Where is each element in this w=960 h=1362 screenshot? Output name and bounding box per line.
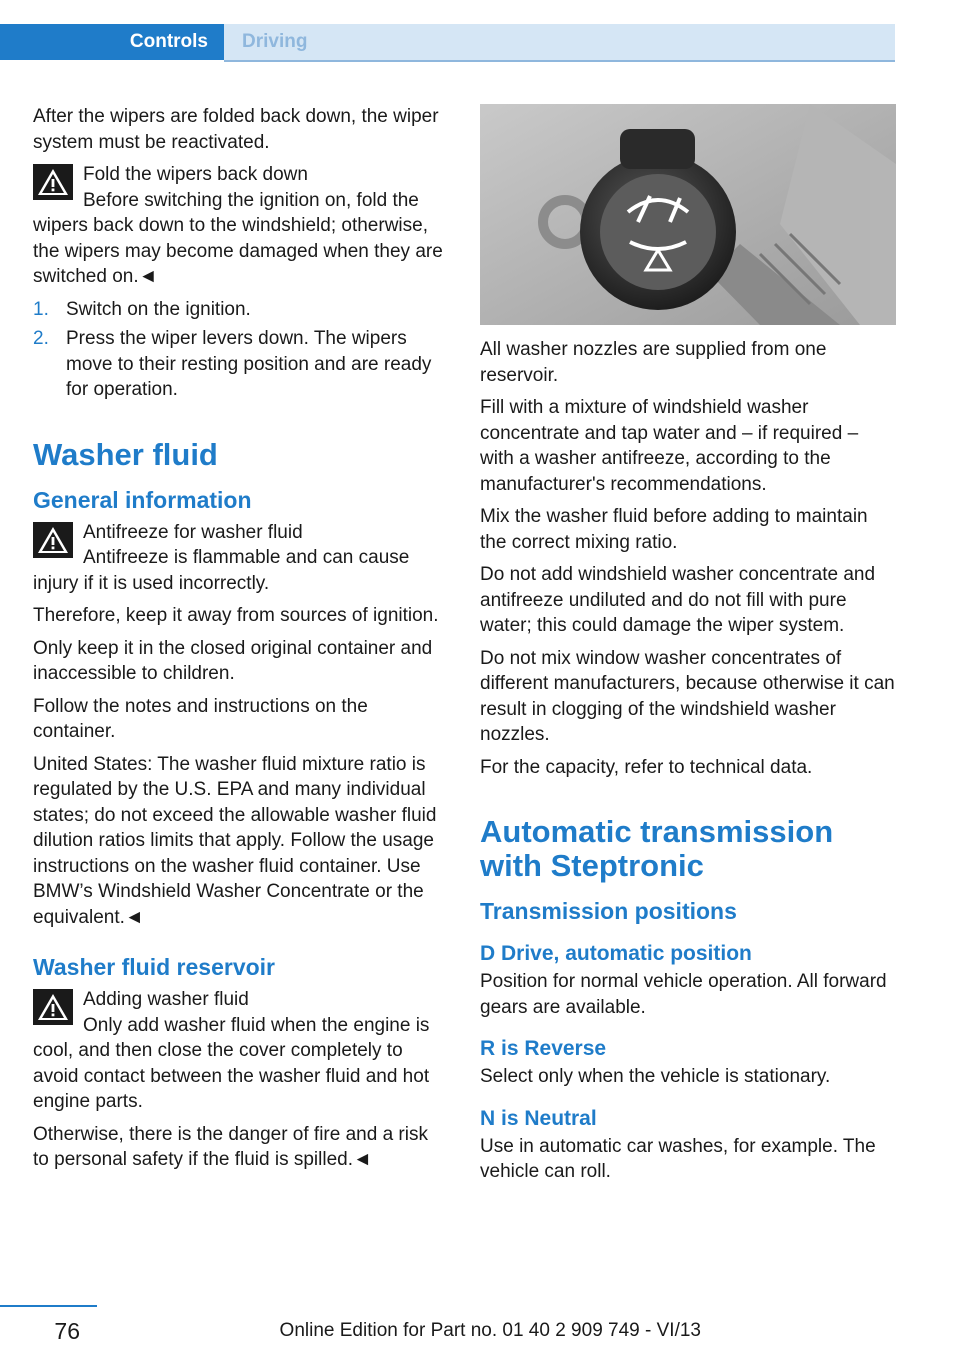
- paragraph: Select only when the vehicle is stationary.: [480, 1066, 831, 1087]
- paragraph: Otherwise, there is the danger of fire and a risk to personal safety if the fluid is spilled.◄: [33, 1123, 428, 1170]
- heading-washer-fluid-reservoir: Washer fluid reservoir: [33, 954, 276, 980]
- list-item: [33, 326, 445, 403]
- heading-r-reverse: R is Reverse: [480, 1037, 607, 1060]
- washer-reservoir-cap-photo: [480, 104, 896, 325]
- intro-paragraph: After the wipers are folded back down, the wiper system must be reactivated.: [33, 106, 439, 153]
- paragraph: Mix the washer fluid before adding to maintain the correct mixing ratio.: [480, 506, 868, 553]
- tab-driving[interactable]: Driving: [224, 24, 895, 60]
- warning-triangle-icon: [33, 989, 73, 1025]
- tab-controls[interactable]: Controls: [0, 24, 224, 60]
- warning-text: cool, and then close the cover completely to avoid contact between the washer fluid and hot engine parts.: [33, 1040, 430, 1112]
- paragraph: All washer nozzles are supplied from one reservoir.: [480, 339, 827, 386]
- warning-text: injury if it is used incorrectly.: [33, 572, 270, 594]
- step-text: Press the wiper levers down. The wipers move to their resting position and are ready for operation.: [66, 328, 432, 400]
- paragraph: Follow the notes and instructions on the container.: [33, 695, 368, 742]
- step-number: 1.: [33, 298, 49, 320]
- heading-automatic-transmission: Automatic transmission with Steptronic: [480, 814, 834, 883]
- heading-n-neutral: N is Neutral: [480, 1106, 597, 1130]
- right-column: [480, 104, 896, 1192]
- edition-footer: Online Edition for Part no. 01 40 2 909 749 - VI/13: [279, 1320, 701, 1341]
- step-number: 2.: [33, 328, 49, 349]
- warning-adding-fluid: [33, 987, 445, 1115]
- warning-triangle-icon: [33, 164, 73, 200]
- header-bar: [0, 24, 895, 60]
- paragraph: Use in automatic car washes, for example. The vehicle can roll.: [480, 1135, 876, 1182]
- warning-first-line: Before switching the ignition on, fold the: [83, 189, 419, 211]
- warning-title: Antifreeze for washer fluid: [83, 521, 303, 543]
- paragraph: United States: The washer fluid mixture ratio is regulated by the U.S. EPA and many individual states; do not exceed the allowable washer fluid dilution ratios limits that apply. Follow the usage instructions on the washer fluid container. Use BMW’s Windshield Washer Concentrate or the equivalent.◄: [33, 753, 437, 928]
- paragraph: Do not mix window washer concentrates of different manufacturers, because otherwise it can result in clogging of the windshield washer nozzles.: [480, 647, 895, 745]
- warning-antifreeze: [33, 520, 445, 597]
- paragraph: Do not add windshield washer concentrate and antifreeze undiluted and do not fill with pure water; this could damage the wiper system.: [480, 564, 876, 636]
- left-column: [33, 104, 445, 1180]
- warning-title: Fold the wipers back down: [83, 164, 308, 185]
- warning-first-line: Only add washer fluid when the engine is: [83, 1014, 430, 1036]
- page-number: 76: [54, 1318, 80, 1344]
- warning-fold-wipers: [33, 162, 445, 290]
- warning-triangle-icon: [33, 522, 73, 558]
- footer-rule: [0, 1305, 97, 1307]
- warning-first-line: Antifreeze is flammable and can cause: [83, 547, 410, 568]
- heading-washer-fluid: Washer fluid: [33, 436, 218, 472]
- warning-title: Adding washer fluid: [83, 989, 249, 1010]
- paragraph: Therefore, keep it away from sources of ignition.: [33, 605, 439, 626]
- header-rule: [224, 60, 895, 62]
- warning-text: wipers back down to the windshield; otherwise, the wipers may become damaged when they are switched on.◄: [33, 215, 443, 287]
- step-text: Switch on the ignition.: [66, 298, 251, 320]
- paragraph: Fill with a mixture of windshield washer concentrate and tap water and – if required – with a washer antifreeze, according to the manufacturer's recommendations.: [480, 397, 859, 495]
- paragraph: For the capacity, refer to technical data.: [480, 756, 813, 778]
- heading-transmission-positions: Transmission positions: [480, 898, 737, 924]
- list-item: [33, 297, 445, 323]
- heading-d-drive: D Drive, automatic position: [480, 942, 752, 965]
- steps-list: [33, 297, 445, 403]
- paragraph: Position for normal vehicle operation. All forward gears are available.: [480, 971, 887, 1018]
- paragraph: Only keep it in the closed original container and inaccessible to children.: [33, 637, 433, 684]
- heading-general-information: General information: [33, 486, 252, 513]
